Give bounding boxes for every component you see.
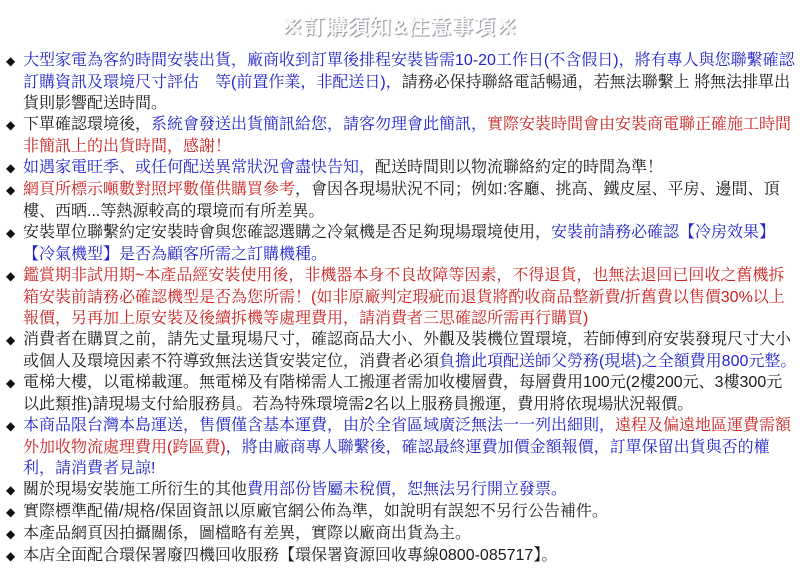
diamond-bullet-icon: ◆: [6, 226, 16, 240]
diamond-bullet-icon: ◆: [6, 549, 16, 563]
notice-item: [6, 479, 798, 501]
notice-text-segment: 本店全面配合環保署廢四機回收服務【環保署資源回收專線0800-085717】。: [23, 547, 558, 564]
notice-item: [6, 501, 798, 523]
notice-item: [6, 523, 798, 545]
diamond-bullet-icon: ◆: [6, 269, 16, 283]
notice-text-segment: 下單確認環境後，: [23, 116, 152, 133]
notice-text-segment: 負擔此項配送師父勞務(現堪)之全額費用800元整。: [439, 353, 797, 370]
diamond-bullet-icon: ◆: [6, 483, 16, 497]
diamond-bullet-icon: ◆: [6, 376, 16, 390]
notice-item: [6, 415, 798, 479]
notice-text-segment: 費用部份皆屬未稅價，恕無法另行開立發票。: [247, 481, 568, 498]
notice-item: [6, 114, 798, 157]
notice-item: [6, 50, 798, 114]
notice-header: [0, 7, 800, 45]
notice-text-segment: 本商品限台灣本島運送，售價僅含基本運費，由於全省區域廣泛無法一一列出細則，: [23, 417, 616, 434]
diamond-bullet-icon: ◆: [6, 161, 16, 175]
notice-title: ※訂購須知&注意事項※: [281, 16, 519, 39]
notice-item: [6, 372, 798, 415]
diamond-bullet-icon: ◆: [6, 54, 16, 68]
notice-text-segment: 如遇家電旺季、或任何配送異常狀況會盡快告知，: [23, 159, 376, 176]
diamond-bullet-icon: ◆: [6, 505, 16, 519]
notice-text-segment: ，將由廠商專人聯繫後，確認最終運費加價金額報價，訂單保留出貨與否的權利，請消費者見諒!: [23, 439, 770, 477]
notice-text-segment: 配送時間則以物流聯絡約定的時間為準！: [375, 159, 664, 176]
notice-text-segment: 實際安裝時間會由安裝商電聯正確施工時間非簡訊上的出貨時間，感謝！: [23, 116, 792, 155]
notice-item: [6, 157, 798, 179]
diamond-bullet-icon: ◆: [6, 118, 16, 132]
notice-text-segment: 電梯大樓，以電梯載運。無電梯及有階梯需人工搬運者需加收樓層費，每層費用100元(2樓200元、3樓300元以此類推)請現場支付給服務員。若為特殊環境需2名以上服務員搬運，費用將依現場狀況報價。: [23, 374, 783, 413]
notice-item: [6, 545, 798, 567]
diamond-bullet-icon: ◆: [6, 333, 16, 347]
notice-text-segment: 請務必保持聯絡電話暢通，若無法聯繫上 將無法排單出貨則影響配送時間。: [23, 74, 791, 112]
notice-text-segment: 安裝前請務必確認【冷房效果】【冷氣機型】是否為顧客所需之訂購機種。: [23, 224, 776, 263]
notice-text-segment: 本產品網頁因拍攝關係，圖檔略有差異，實際以廠商出貨為主。: [23, 525, 472, 542]
diamond-bullet-icon: ◆: [6, 183, 16, 197]
notice-text-segment: 系統會發送出貨簡訊給您，請客勿理會此簡訊，: [151, 116, 488, 133]
diamond-bullet-icon: ◆: [6, 527, 16, 541]
notice-text-segment: 安裝單位聯繫約定安裝時會與您確認選購之冷氣機是否足夠現場環境使用，: [23, 224, 552, 241]
notice-text-segment: 大型家電為客約時間安裝出貨，廠商收到訂單後排程安裝皆需10-20工作日(不含假日)，將有專人與您聯繫確認訂購資訊及環境尺寸評估 等(前置作業，非配送日)，: [23, 52, 795, 91]
diamond-bullet-icon: ◆: [6, 419, 16, 433]
notice-list: [0, 45, 800, 567]
notice-text-segment: 關於現場安裝施工所衍生的其他: [23, 481, 248, 498]
notice-text-segment: 遠程及偏遠地區運費需額外加收物流處理費用(跨區費): [23, 417, 792, 456]
notice-item: [6, 265, 798, 329]
notice-text-segment: 消費者在購買之前，請先丈量現場尺寸，確認商品大小、外觀及裝機位置環境，若師傅到府安裝發現尺寸大小或個人及環境因素不符導致無法送貨安裝定位，消費者必須: [23, 331, 792, 370]
notice-text-segment: ，會因各現場狀況不同；例如:客廳、挑高、鐵皮屋、平房、邊間、頂樓、西晒...等熱源較高的環境而有所差異。: [23, 181, 780, 220]
notice-text-segment: 網頁所標示噸數對照坪數僅供購買參考: [23, 181, 296, 198]
notice-text-segment: 實際標準配備/規格/保固資訊以原廠官網公佈為準，如說明有誤恕不另行公告補件。: [23, 503, 608, 520]
notice-item: [6, 329, 798, 372]
notice-item: [6, 222, 798, 265]
notice-item: [6, 179, 798, 222]
notice-text-segment: 鑑賞期非試用期~本產品經安裝使用後，非機器本身不良故障等因素，不得退貨，也無法退回已回收之舊機拆箱安裝前請務必確認機型是否為您所需！(如非原廠判定瑕疵而退貨將酌收商品整新費/折舊費以售價30%以上報價，另再加上原安裝及後續拆機等處理費用，請消費者三思確認所需再行購買): [23, 267, 785, 327]
